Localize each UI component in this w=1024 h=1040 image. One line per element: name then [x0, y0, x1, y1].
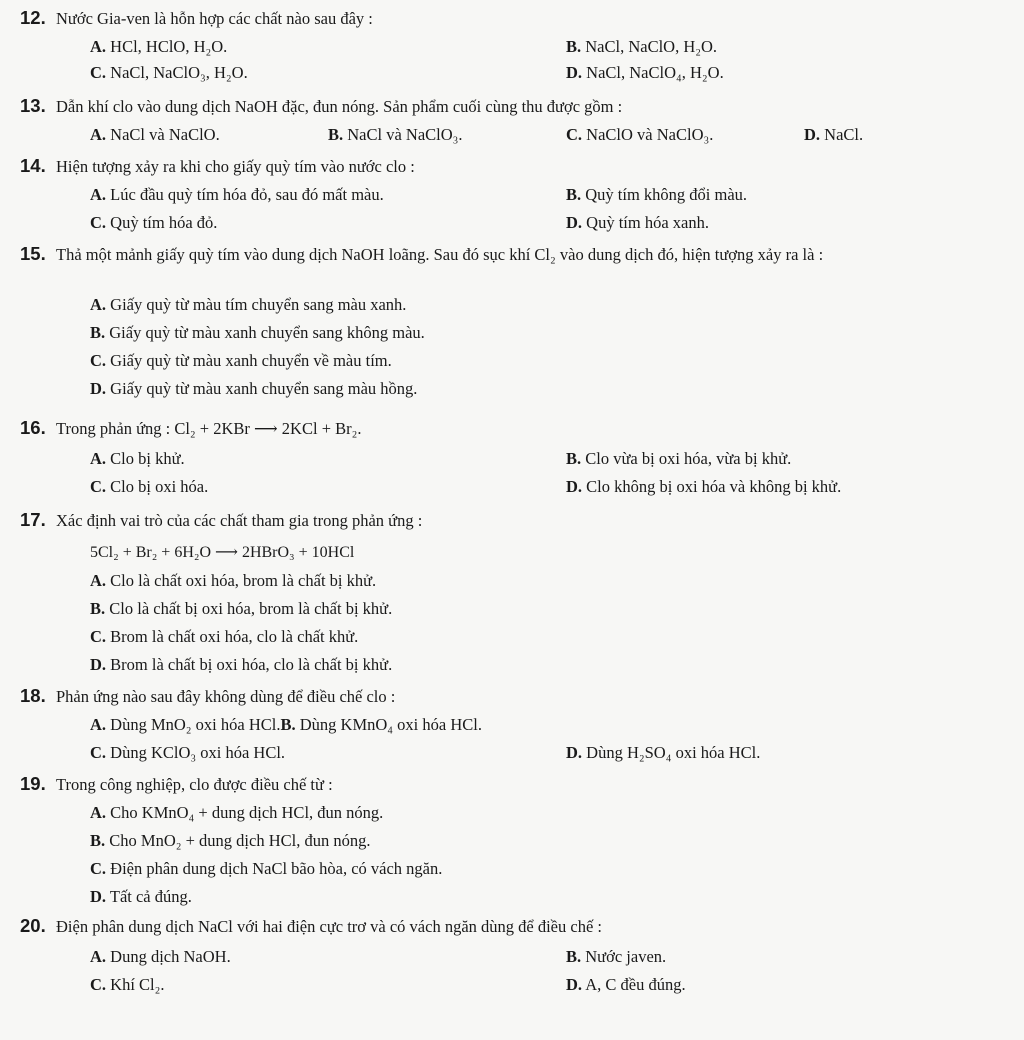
option-a: A. Lúc đầu quỳ tím hóa đỏ, sau đó mất màu. [90, 185, 384, 204]
option-b: B. Giấy quỳ từ màu xanh chuyển sang không màu. [90, 323, 425, 342]
question-number: 16. [20, 417, 46, 438]
option-b: B. Clo vừa bị oxi hóa, vừa bị khử. [566, 449, 792, 468]
option-b: B. NaCl, NaClO, H₂O. [566, 37, 718, 56]
question-15 [20, 243, 1000, 266]
question-17 [20, 509, 1004, 532]
question-number: 19. [20, 773, 46, 794]
option-a: A. Giấy quỳ từ màu tím chuyển sang màu xanh. [90, 295, 407, 314]
question-text: Phản ứng nào sau đây không dùng để điều chế clo : [56, 687, 396, 706]
question-number: 17. [20, 509, 46, 530]
question-13 [20, 95, 1004, 118]
option-d: D. Quỳ tím hóa xanh. [566, 213, 709, 232]
question-number: 18. [20, 685, 46, 706]
option-d: D. Tất cả đúng. [90, 887, 192, 906]
question-text: Nước Gia-ven là hỗn hợp các chất nào sau đây : [56, 9, 373, 28]
option-a: A. NaCl và NaClO. [90, 125, 220, 144]
question-text: Điện phân dung dịch NaCl với hai điện cực trơ và có vách ngăn dùng để điều chế : [56, 917, 602, 936]
option-d: D. Dùng H₂SO₄ oxi hóa HCl. [566, 743, 761, 762]
option-b: B. NaCl và NaClO₃. [328, 125, 463, 144]
option-a: A. Dung dịch NaOH. [90, 947, 231, 966]
option-b: B. Cho MnO₂ + dung dịch HCl, đun nóng. [90, 831, 371, 850]
option-a: A. Clo là chất oxi hóa, brom là chất bị khử. [90, 571, 377, 590]
option-a: A. Cho KMnO₄ + dung dịch HCl, đun nóng. [90, 803, 384, 822]
option-b: B. Nước javen. [566, 947, 667, 966]
question-18 [20, 685, 1004, 708]
question-12 [20, 7, 1004, 30]
option-c: C. Dùng KClO₃ oxi hóa HCl. [90, 743, 286, 762]
question-number: 15. [20, 243, 46, 264]
question-text: Xác định vai trò của các chất tham gia trong phản ứng : [56, 511, 423, 530]
question-number: 14. [20, 155, 46, 176]
question-19 [20, 773, 1004, 796]
option-c: C. Quỳ tím hóa đỏ. [90, 213, 218, 232]
question-number: 12. [20, 7, 46, 28]
option-b: B. Quỳ tím không đổi màu. [566, 185, 748, 204]
question-number: 20. [20, 915, 46, 936]
option-c: C. Giấy quỳ từ màu xanh chuyển về màu tím. [90, 351, 392, 370]
option-d: D. Giấy quỳ từ màu xanh chuyển sang màu hồng. [90, 379, 418, 398]
option-c: C. Clo bị oxi hóa. [90, 477, 209, 496]
question-text: Trong công nghiệp, clo được điều chế từ : [56, 775, 333, 794]
question-text: Thả một mảnh giấy quỳ tím vào dung dịch NaOH loãng. Sau đó sục khí Cl₂ vào dung dịch đó, hiện tượng xảy ra là : [56, 245, 824, 264]
option-c: C. Điện phân dung dịch NaCl bão hòa, có vách ngăn. [90, 859, 443, 878]
option-a-b-row: A. Dùng MnO₂ oxi hóa HCl.B. Dùng KMnO₄ oxi hóa HCl. [90, 715, 482, 734]
question-text: Hiện tượng xảy ra khi cho giấy quỳ tím vào nước clo : [56, 157, 415, 176]
option-b: B. Clo là chất bị oxi hóa, brom là chất bị khử. [90, 599, 393, 618]
option-d: D. Clo không bị oxi hóa và không bị khử. [566, 477, 842, 496]
option-c: C. NaCl, NaClO₃, H₂O. [90, 63, 248, 82]
question-text: Trong phản ứng : Cl₂ + 2KBr ⟶ 2KCl + Br₂. [56, 419, 362, 438]
question-number: 13. [20, 95, 46, 116]
option-c: C. NaClO và NaClO₃. [566, 125, 714, 144]
option-d: D. Brom là chất bị oxi hóa, clo là chất bị khử. [90, 655, 393, 674]
question-text: Dẫn khí clo vào dung dịch NaOH đặc, đun nóng. Sản phẩm cuối cùng thu được gồm : [56, 97, 623, 116]
question-20 [20, 915, 1004, 938]
option-a: A. HCl, HClO, H₂O. [90, 37, 228, 56]
option-d: D. A, C đều đúng. [566, 975, 686, 994]
option-d: D. NaCl, NaClO₄, H₂O. [566, 63, 724, 82]
reaction-equation: 5Cl₂ + Br₂ + 6H₂O ⟶ 2HBrO₃ + 10HCl [90, 544, 355, 561]
question-14 [20, 155, 1004, 178]
option-a: A. Clo bị khử. [90, 449, 185, 468]
option-d: D. NaCl. [804, 125, 864, 144]
option-c: C. Brom là chất oxi hóa, clo là chất khử. [90, 627, 359, 646]
option-c: C. Khí Cl₂. [90, 975, 165, 994]
question-16 [20, 417, 1004, 440]
